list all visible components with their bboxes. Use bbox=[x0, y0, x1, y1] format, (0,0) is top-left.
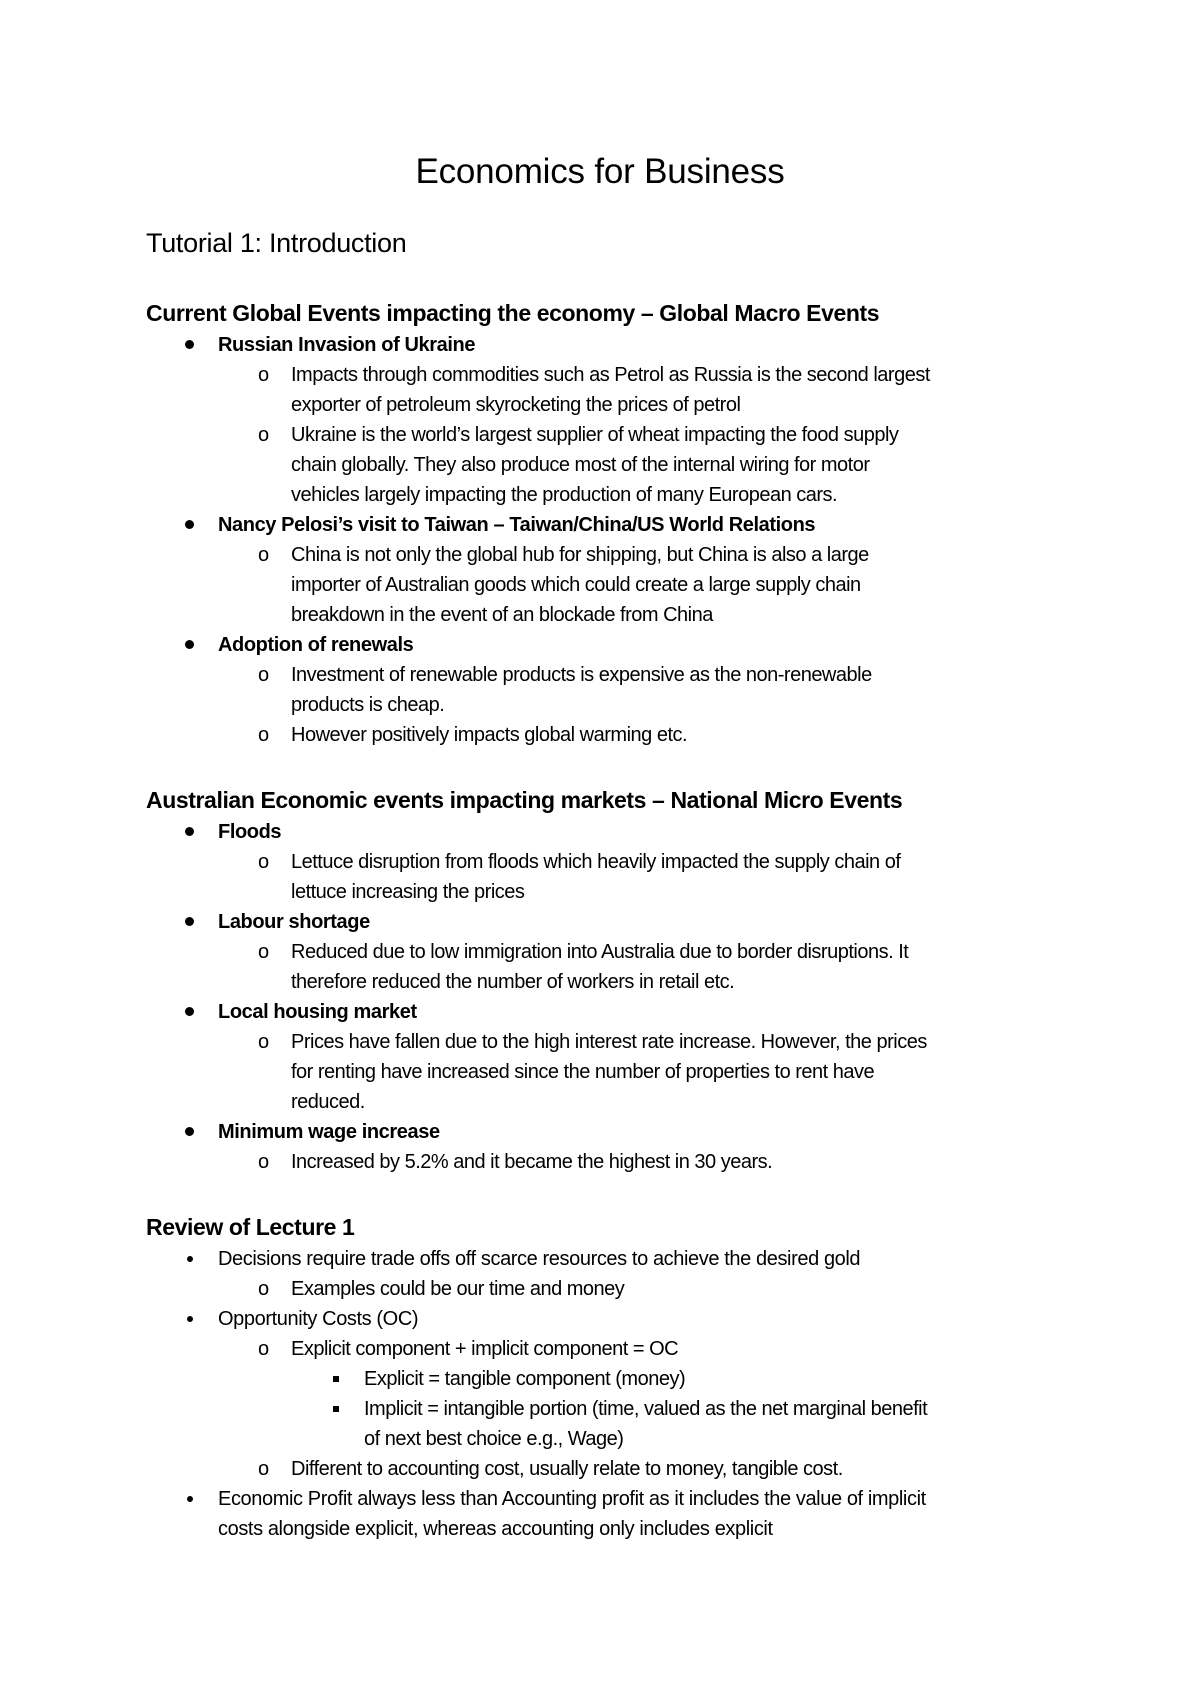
bullet-icon bbox=[185, 520, 194, 529]
sub-bullet-text: China is not only the global hub for shipping, but China is also a large bbox=[291, 544, 869, 566]
circle-bullet-icon: o bbox=[258, 1031, 270, 1053]
sub-bullet-text: Increased by 5.2% and it became the highest in 30 years. bbox=[291, 1151, 773, 1173]
sub-bullet-text: products is cheap. bbox=[291, 694, 445, 716]
sub-bullet-text: importer of Australian goods which could create a large supply chain bbox=[291, 574, 861, 596]
tutorial-heading: Tutorial 1: Introduction bbox=[146, 228, 407, 258]
sub-bullet-text: Lettuce disruption from floods which heavily impacted the supply chain of bbox=[291, 851, 901, 873]
sub-bullet-text: lettuce increasing the prices bbox=[291, 881, 525, 903]
bullet-label: Adoption of renewals bbox=[218, 634, 414, 656]
sub-bullet-text: Explicit component + implicit component = OC bbox=[291, 1338, 679, 1360]
circle-bullet-icon: o bbox=[258, 1458, 270, 1480]
bullet-icon bbox=[185, 1127, 194, 1136]
sub-sub-bullet-text: of next best choice e.g., Wage) bbox=[364, 1428, 624, 1450]
bullet-icon bbox=[185, 640, 194, 649]
square-bullet-icon bbox=[333, 1376, 339, 1382]
sub-bullet-text: therefore reduced the number of workers in retail etc. bbox=[291, 971, 735, 993]
sub-bullet-text: reduced. bbox=[291, 1091, 365, 1113]
sub-bullet-text: for renting have increased since the number of properties to rent have bbox=[291, 1061, 875, 1083]
square-bullet-icon bbox=[333, 1406, 339, 1412]
review-bullet-text: costs alongside explicit, whereas accounting only includes explicit bbox=[218, 1518, 773, 1540]
national-events-heading: Australian Economic events impacting markets – National Micro Events bbox=[146, 787, 903, 813]
review-heading: Review of Lecture 1 bbox=[146, 1214, 355, 1240]
sub-sub-bullet-text: Implicit = intangible portion (time, valued as the net marginal benefit bbox=[364, 1398, 928, 1420]
sub-bullet-text: Ukraine is the world’s largest supplier of wheat impacting the food supply bbox=[291, 424, 899, 446]
bullet-icon bbox=[187, 1496, 193, 1502]
sub-bullet-text: Different to accounting cost, usually relate to money, tangible cost. bbox=[291, 1458, 843, 1480]
circle-bullet-icon: o bbox=[258, 1278, 270, 1300]
review-bullet-text: Opportunity Costs (OC) bbox=[218, 1308, 419, 1330]
sub-bullet-text: However positively impacts global warming etc. bbox=[291, 724, 688, 746]
sub-bullet-text: Reduced due to low immigration into Australia due to border disruptions. It bbox=[291, 941, 909, 963]
sub-bullet-text: Investment of renewable products is expensive as the non-renewable bbox=[291, 664, 872, 686]
bullet-label: Russian Invasion of Ukraine bbox=[218, 334, 476, 356]
bullet-icon bbox=[187, 1256, 193, 1262]
sub-sub-bullet-text: Explicit = tangible component (money) bbox=[364, 1368, 686, 1390]
circle-bullet-icon: o bbox=[258, 364, 270, 386]
circle-bullet-icon: o bbox=[258, 544, 270, 566]
bullet-label: Labour shortage bbox=[218, 911, 370, 933]
bullet-icon bbox=[185, 340, 194, 349]
review-bullet-text: Economic Profit always less than Accounting profit as it includes the value of implicit bbox=[218, 1488, 926, 1510]
sub-bullet-text: Impacts through commodities such as Petrol as Russia is the second largest bbox=[291, 364, 930, 386]
document-title: Economics for Business bbox=[415, 152, 785, 191]
bullet-label: Floods bbox=[218, 821, 282, 843]
bullet-label: Local housing market bbox=[218, 1001, 417, 1023]
sub-bullet-text: Examples could be our time and money bbox=[291, 1278, 625, 1300]
circle-bullet-icon: o bbox=[258, 1151, 270, 1173]
sub-bullet-text: Prices have fallen due to the high interest rate increase. However, the prices bbox=[291, 1031, 927, 1053]
bullet-icon bbox=[185, 1007, 194, 1016]
bullet-label: Minimum wage increase bbox=[218, 1121, 440, 1143]
global-events-heading: Current Global Events impacting the economy – Global Macro Events bbox=[146, 300, 880, 326]
circle-bullet-icon: o bbox=[258, 851, 270, 873]
review-bullet-text: Decisions require trade offs off scarce resources to achieve the desired gold bbox=[218, 1248, 861, 1270]
bullet-label: Nancy Pelosi’s visit to Taiwan – Taiwan/China/US World Relations bbox=[218, 514, 816, 536]
circle-bullet-icon: o bbox=[258, 664, 270, 686]
sub-bullet-text: vehicles largely impacting the production of many European cars. bbox=[291, 484, 838, 506]
bullet-icon bbox=[187, 1316, 193, 1322]
bullet-icon bbox=[185, 917, 194, 926]
sub-bullet-text: breakdown in the event of an blockade from China bbox=[291, 604, 713, 626]
sub-bullet-text: exporter of petroleum skyrocketing the prices of petrol bbox=[291, 394, 741, 416]
circle-bullet-icon: o bbox=[258, 1338, 270, 1360]
circle-bullet-icon: o bbox=[258, 941, 270, 963]
sub-bullet-text: chain globally. They also produce most of the internal wiring for motor bbox=[291, 454, 870, 476]
bullet-icon bbox=[185, 827, 194, 836]
circle-bullet-icon: o bbox=[258, 724, 270, 746]
circle-bullet-icon: o bbox=[258, 424, 270, 446]
